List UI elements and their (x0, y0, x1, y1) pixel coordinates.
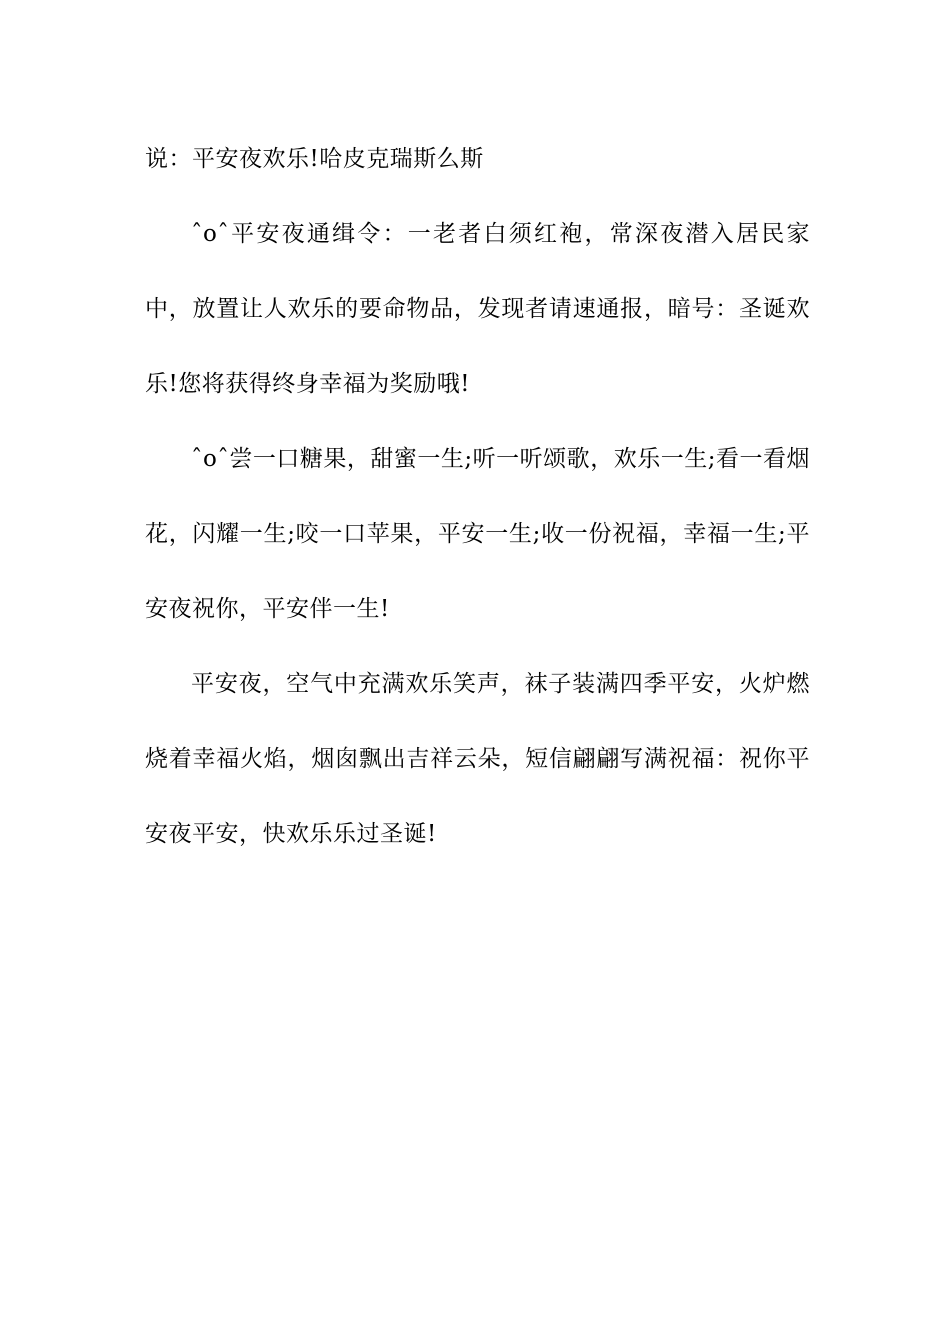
document-body (145, 122, 810, 872)
paragraph-4: 平安夜，空气中充满欢乐笑声，袜子装满四季平安，火炉燃烧着幸福火焰，烟囱飘出吉祥云朵，短信翩翩写满祝福：祝你平安夜平安，快欢乐乐过圣诞! (145, 671, 810, 847)
paragraph-1: 说：平安夜欢乐!哈皮克瑞斯么斯 (145, 146, 484, 172)
paragraph-2: ˆoˆ平安夜通缉令：一老者白须红袍，常深夜潜入居民家中，放置让人欢乐的要命物品，发现者请速通报，暗号：圣诞欢乐!您将获得终身幸福为奖励哦! (145, 221, 810, 397)
paragraph-3: ˆoˆ尝一口糖果，甜蜜一生;听一听颂歌，欢乐一生;看一看烟花，闪耀一生;咬一口苹果，平安一生;收一份祝福，幸福一生;平安夜祝你，平安伴一生! (145, 446, 810, 622)
